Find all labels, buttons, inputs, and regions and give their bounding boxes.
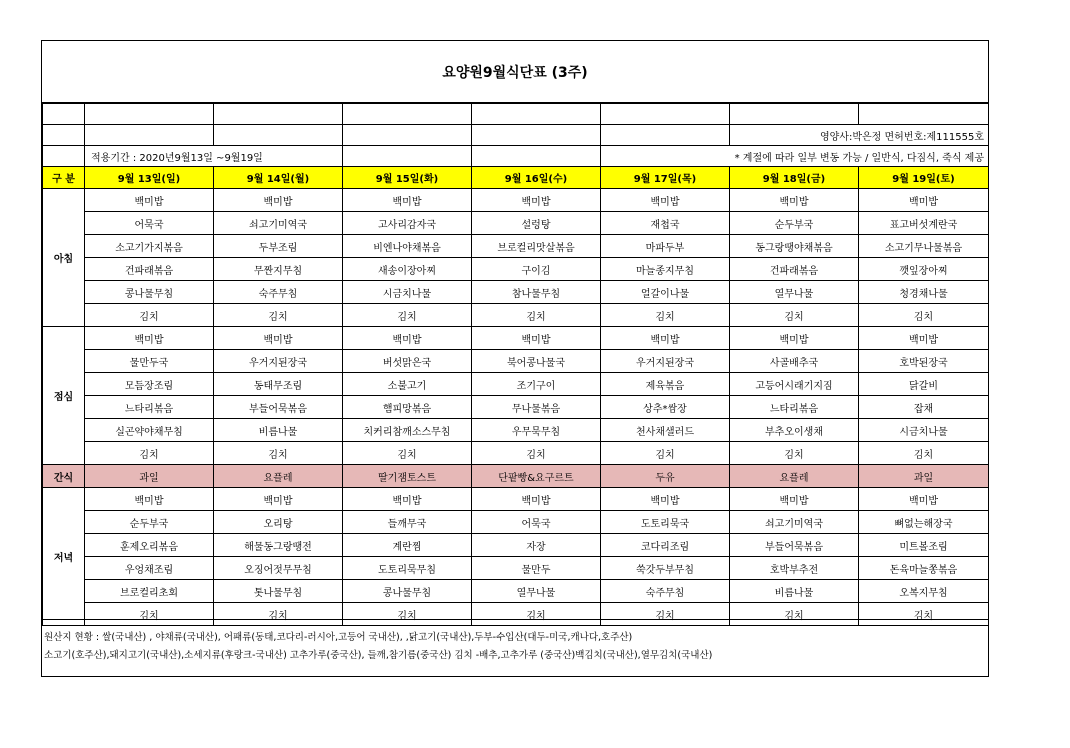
dish-cell: 우무묵무침 xyxy=(472,419,601,442)
dish-cell: 비엔나야채볶음 xyxy=(343,235,472,258)
dish-cell: 백미밥 xyxy=(472,327,601,350)
dish-cell: 백미밥 xyxy=(85,327,214,350)
snack-row xyxy=(43,465,989,488)
dish-cell: 순두부국 xyxy=(85,511,214,534)
day-header: 9월 14일(월) xyxy=(214,167,343,189)
dish-cell: 김치 xyxy=(85,304,214,327)
dish-cell: 쑥갓두부무침 xyxy=(601,557,730,580)
snack-cell: 딸기잼토스트 xyxy=(343,465,472,488)
dish-cell: 자장 xyxy=(472,534,601,557)
dish-cell: 느타리볶음 xyxy=(85,396,214,419)
menu-row xyxy=(43,442,989,465)
dish-cell: 숙주무침 xyxy=(214,281,343,304)
dish-cell: 김치 xyxy=(859,603,989,626)
dish-cell: 부들어묵볶음 xyxy=(214,396,343,419)
blank-cell xyxy=(214,104,343,125)
dish-cell: 김치 xyxy=(85,442,214,465)
snack-cell: 요플레 xyxy=(730,465,859,488)
menu-row xyxy=(43,534,989,557)
dish-cell: 김치 xyxy=(472,442,601,465)
period-row xyxy=(43,146,989,167)
origin-info xyxy=(42,619,988,677)
meal-label: 간식 xyxy=(43,465,85,488)
dish-cell: 물만두국 xyxy=(85,350,214,373)
dish-cell: 북어콩나물국 xyxy=(472,350,601,373)
blank-cell xyxy=(43,146,85,167)
day-header: 9월 17일(목) xyxy=(601,167,730,189)
menu-row xyxy=(43,350,989,373)
menu-row xyxy=(43,235,989,258)
dish-cell: 김치 xyxy=(730,442,859,465)
dietitian-row xyxy=(43,125,989,146)
menu-row xyxy=(43,212,989,235)
snack-cell: 단팥빵&요구르트 xyxy=(472,465,601,488)
dish-cell: 열무나물 xyxy=(472,580,601,603)
menu-row xyxy=(43,258,989,281)
dish-cell: 열무나물 xyxy=(730,281,859,304)
dish-cell: 시금치나물 xyxy=(859,419,989,442)
dish-cell: 잡채 xyxy=(859,396,989,419)
dish-cell: 어묵국 xyxy=(85,212,214,235)
dish-cell: 뼈없는해장국 xyxy=(859,511,989,534)
dish-cell: 청경채나물 xyxy=(859,281,989,304)
dish-cell: 미트볼조림 xyxy=(859,534,989,557)
menu-row xyxy=(43,281,989,304)
dish-cell: 백미밥 xyxy=(730,488,859,511)
dish-cell: 무나물볶음 xyxy=(472,396,601,419)
dish-cell: 김치 xyxy=(859,304,989,327)
dish-cell: 천사채샐러드 xyxy=(601,419,730,442)
meal-label: 아침 xyxy=(43,189,85,327)
dish-cell: 호박부추전 xyxy=(730,557,859,580)
dish-cell: 고등어시래기지짐 xyxy=(730,373,859,396)
dish-cell: 버섯맑은국 xyxy=(343,350,472,373)
dish-cell: 백미밥 xyxy=(859,488,989,511)
day-header: 9월 15일(화) xyxy=(343,167,472,189)
dish-cell: 부추오이생채 xyxy=(730,419,859,442)
menu-row xyxy=(43,327,989,350)
dish-cell: 마파두부 xyxy=(601,235,730,258)
menu-row xyxy=(43,419,989,442)
dish-cell: 참나물무침 xyxy=(472,281,601,304)
page-title: 요양원9월식단표 (3주) xyxy=(42,41,988,103)
blank-cell xyxy=(214,125,343,146)
dish-cell: 김치 xyxy=(472,603,601,626)
dish-cell: 백미밥 xyxy=(85,488,214,511)
note-info: * 계절에 따라 일부 변동 가능 / 일반식, 다짐식, 죽식 제공 xyxy=(601,146,989,167)
dish-cell: 비름나물 xyxy=(730,580,859,603)
menu-sheet xyxy=(41,40,989,677)
day-header: 9월 13일(일) xyxy=(85,167,214,189)
dish-cell: 백미밥 xyxy=(214,327,343,350)
dish-cell: 물만두 xyxy=(472,557,601,580)
dish-cell: 김치 xyxy=(730,304,859,327)
dish-cell: 백미밥 xyxy=(472,189,601,212)
dish-cell: 도토리묵무침 xyxy=(343,557,472,580)
dish-cell: 훈제오리볶음 xyxy=(85,534,214,557)
dish-cell: 김치 xyxy=(343,304,472,327)
dish-cell: 돈육마늘쫑볶음 xyxy=(859,557,989,580)
dish-cell: 백미밥 xyxy=(343,189,472,212)
dish-cell: 백미밥 xyxy=(214,189,343,212)
dish-cell: 비름나물 xyxy=(214,419,343,442)
menu-row xyxy=(43,189,989,212)
dish-cell: 코다리조림 xyxy=(601,534,730,557)
snack-cell: 과일 xyxy=(85,465,214,488)
dish-cell: 김치 xyxy=(601,442,730,465)
dish-cell: 톳나물무침 xyxy=(214,580,343,603)
dish-cell: 새송이장아찌 xyxy=(343,258,472,281)
dish-cell: 백미밥 xyxy=(472,488,601,511)
dish-cell: 백미밥 xyxy=(601,327,730,350)
menu-row xyxy=(43,373,989,396)
dish-cell: 상추*쌈장 xyxy=(601,396,730,419)
dish-cell: 해물동그랑땡전 xyxy=(214,534,343,557)
dish-cell: 백미밥 xyxy=(730,327,859,350)
dish-cell: 모듬장조림 xyxy=(85,373,214,396)
dish-cell: 브로컬리맛살볶음 xyxy=(472,235,601,258)
dish-cell: 백미밥 xyxy=(214,488,343,511)
dish-cell: 백미밥 xyxy=(601,488,730,511)
dish-cell: 오징어젓무무침 xyxy=(214,557,343,580)
blank-cell xyxy=(472,146,601,167)
dish-cell: 백미밥 xyxy=(601,189,730,212)
dish-cell: 김치 xyxy=(214,442,343,465)
blank-cell xyxy=(343,146,472,167)
day-header-row xyxy=(43,167,989,189)
dish-cell: 숙주무침 xyxy=(601,580,730,603)
menu-row xyxy=(43,511,989,534)
dish-cell: 호박된장국 xyxy=(859,350,989,373)
dietitian-info: 영양사:박은정 면허번호:제111555호 xyxy=(730,125,989,146)
dish-cell: 두부조림 xyxy=(214,235,343,258)
blank-cell xyxy=(85,104,214,125)
period-info: 적용기간 : 2020년9월13일 ~9월19일 xyxy=(85,146,343,167)
dish-cell: 김치 xyxy=(343,442,472,465)
snack-cell: 요플레 xyxy=(214,465,343,488)
menu-row xyxy=(43,580,989,603)
dish-cell: 김치 xyxy=(859,442,989,465)
dish-cell: 쇠고기미역국 xyxy=(214,212,343,235)
dish-cell: 백미밥 xyxy=(730,189,859,212)
dish-cell: 동그랑땡야채볶음 xyxy=(730,235,859,258)
dish-cell: 소불고기 xyxy=(343,373,472,396)
day-header: 9월 18일(금) xyxy=(730,167,859,189)
dish-cell: 브로컬리초회 xyxy=(85,580,214,603)
blank-cell xyxy=(601,104,730,125)
day-header: 9월 19일(토) xyxy=(859,167,989,189)
dish-cell: 조기구이 xyxy=(472,373,601,396)
blank-cell xyxy=(85,125,214,146)
dish-cell: 무짠지무침 xyxy=(214,258,343,281)
dish-cell: 고사리감자국 xyxy=(343,212,472,235)
header-label: 구 분 xyxy=(43,167,85,189)
snack-cell: 과일 xyxy=(859,465,989,488)
dish-cell: 시금치나물 xyxy=(343,281,472,304)
dish-cell: 설렁탕 xyxy=(472,212,601,235)
blank-cell xyxy=(859,104,989,125)
dish-cell: 건파래볶음 xyxy=(730,258,859,281)
meal-label: 점심 xyxy=(43,327,85,465)
dish-cell: 계란찜 xyxy=(343,534,472,557)
dish-cell: 구이김 xyxy=(472,258,601,281)
dish-cell: 김치 xyxy=(214,603,343,626)
blank-cell xyxy=(730,104,859,125)
dish-cell: 김치 xyxy=(343,603,472,626)
dish-cell: 순두부국 xyxy=(730,212,859,235)
dish-cell: 콩나물무침 xyxy=(343,580,472,603)
dish-cell: 도토리묵국 xyxy=(601,511,730,534)
menu-row xyxy=(43,488,989,511)
dish-cell: 백미밥 xyxy=(859,327,989,350)
dish-cell: 콩나물무침 xyxy=(85,281,214,304)
meal-label: 저녁 xyxy=(43,488,85,626)
dish-cell: 김치 xyxy=(85,603,214,626)
dish-cell: 백미밥 xyxy=(859,189,989,212)
menu-row xyxy=(43,304,989,327)
origin-line-1: 원산지 현황 : 쌀(국내산) , 야채류(국내산), 어패류(동태,코다리-러시아,고등어 국내산), ,닭고기(국내산),두부-수입산(대두-미국,캐나다,호주산) xyxy=(44,632,633,643)
origin-line-2: 소고기(호주산),돼지고기(국내산),소세지류(후랑크-국내산) 고추가루(중국산), 들깨,참기름(중국산) 김치 -배추,고추가루 (중국산)백김치(국내산),열무김치(국내산) xyxy=(44,650,713,661)
dish-cell: 사골배추국 xyxy=(730,350,859,373)
dish-cell: 김치 xyxy=(730,603,859,626)
menu-table xyxy=(42,103,989,626)
blank-cell xyxy=(472,104,601,125)
blank-cell xyxy=(343,104,472,125)
dish-cell: 백미밥 xyxy=(85,189,214,212)
dish-cell: 제육볶음 xyxy=(601,373,730,396)
menu-row xyxy=(43,396,989,419)
dish-cell: 치커리참깨소스무침 xyxy=(343,419,472,442)
dish-cell: 김치 xyxy=(214,304,343,327)
dish-cell: 어묵국 xyxy=(472,511,601,534)
dish-cell: 오복지무침 xyxy=(859,580,989,603)
snack-cell: 두유 xyxy=(601,465,730,488)
dish-cell: 김치 xyxy=(601,304,730,327)
dish-cell: 쇠고기미역국 xyxy=(730,511,859,534)
dish-cell: 동태무조림 xyxy=(214,373,343,396)
dish-cell: 마늘종지무침 xyxy=(601,258,730,281)
dish-cell: 얼갈이나물 xyxy=(601,281,730,304)
blank-cell xyxy=(43,104,85,125)
blank-cell xyxy=(601,125,730,146)
dish-cell: 햄피망볶음 xyxy=(343,396,472,419)
dish-cell: 백미밥 xyxy=(343,488,472,511)
dish-cell: 표고버섯계란국 xyxy=(859,212,989,235)
dish-cell: 백미밥 xyxy=(343,327,472,350)
dish-cell: 우거지된장국 xyxy=(214,350,343,373)
day-header: 9월 16일(수) xyxy=(472,167,601,189)
dish-cell: 실곤약야채무침 xyxy=(85,419,214,442)
dish-cell: 재첩국 xyxy=(601,212,730,235)
blank-cell xyxy=(343,125,472,146)
blank-cell xyxy=(43,125,85,146)
dish-cell: 깻잎장아찌 xyxy=(859,258,989,281)
blank-cell xyxy=(472,125,601,146)
dish-cell: 소고기무나물볶음 xyxy=(859,235,989,258)
dish-cell: 우거지된장국 xyxy=(601,350,730,373)
dish-cell: 들깨무국 xyxy=(343,511,472,534)
dish-cell: 김치 xyxy=(601,603,730,626)
dish-cell: 느타리볶음 xyxy=(730,396,859,419)
dish-cell: 김치 xyxy=(472,304,601,327)
dish-cell: 오리탕 xyxy=(214,511,343,534)
dish-cell: 우엉채조림 xyxy=(85,557,214,580)
menu-row xyxy=(43,557,989,580)
blank-row xyxy=(43,104,989,125)
dish-cell: 부들어묵볶음 xyxy=(730,534,859,557)
dish-cell: 닭갈비 xyxy=(859,373,989,396)
dish-cell: 건파래볶음 xyxy=(85,258,214,281)
dish-cell: 소고기가지볶음 xyxy=(85,235,214,258)
